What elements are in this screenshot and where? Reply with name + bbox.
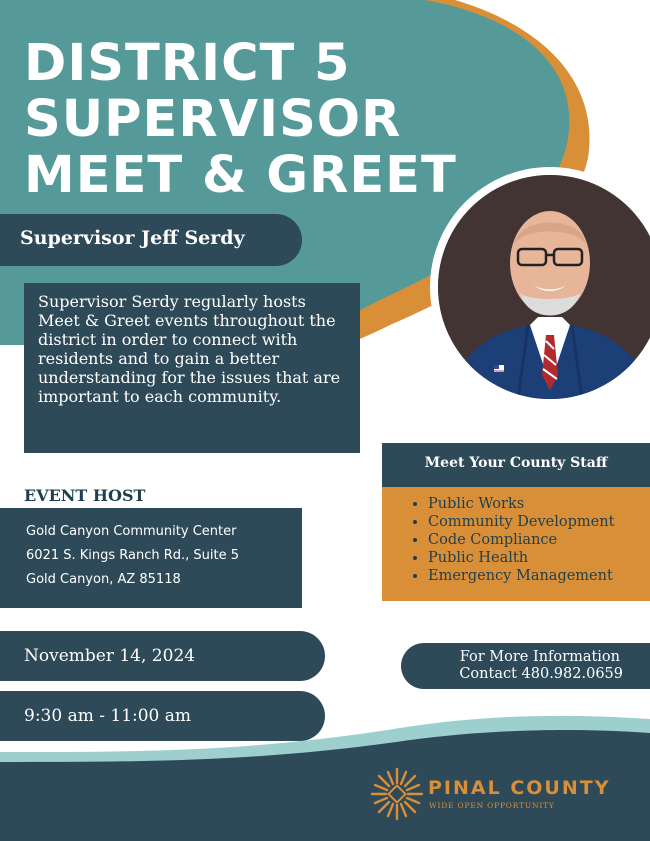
contact-phone: Contact 480.982.0659 <box>459 666 623 682</box>
event-host-heading: EVENT HOST <box>24 486 146 505</box>
venue-city: Gold Canyon, AZ 85118 <box>26 572 181 587</box>
title-line-1: DISTRICT 5 <box>24 34 351 93</box>
supervisor-name: Supervisor Jeff Serdy <box>20 227 245 249</box>
pinal-county-sun-logo-icon <box>370 767 424 821</box>
county-staff-list <box>382 487 650 585</box>
portrait-photo <box>438 175 650 399</box>
title-line-2: SUPERVISOR <box>24 90 402 149</box>
list-item: • Emergency Management <box>428 567 650 585</box>
event-time: 9:30 am - 11:00 am <box>24 706 192 726</box>
more-info-banner <box>401 643 650 689</box>
county-staff-header <box>382 443 650 487</box>
description-text: Supervisor Serdy regularly hosts Meet & Greet events throughout the district in order to connect with residents and to gain a better understanding for the issues that are important to each community. <box>38 292 341 406</box>
list-item: • Community Development <box>428 513 650 531</box>
list-item: • Code Compliance <box>428 531 650 549</box>
supervisor-name-banner <box>0 214 302 266</box>
list-item: • Public Health <box>428 549 650 567</box>
event-date: November 14, 2024 <box>24 646 196 666</box>
county-name: PINAL COUNTY <box>428 777 611 799</box>
description-box <box>24 283 360 453</box>
county-staff-list-box <box>382 487 650 601</box>
county-staff-heading: Meet Your County Staff <box>424 455 608 471</box>
event-address-box <box>0 508 302 608</box>
pinal-county-logo <box>370 767 630 823</box>
more-info-label: For More Information <box>459 649 620 665</box>
event-date-banner <box>0 631 325 681</box>
county-tagline: WIDE OPEN OPPORTUNITY <box>429 801 555 810</box>
event-time-banner <box>0 691 325 741</box>
event-title <box>24 36 457 204</box>
venue-name: Gold Canyon Community Center <box>26 524 237 539</box>
venue-street: 6021 S. Kings Ranch Rd., Suite 5 <box>26 548 240 563</box>
title-line-3: MEET & GREET <box>24 146 457 205</box>
list-item: • Public Works <box>428 495 650 513</box>
